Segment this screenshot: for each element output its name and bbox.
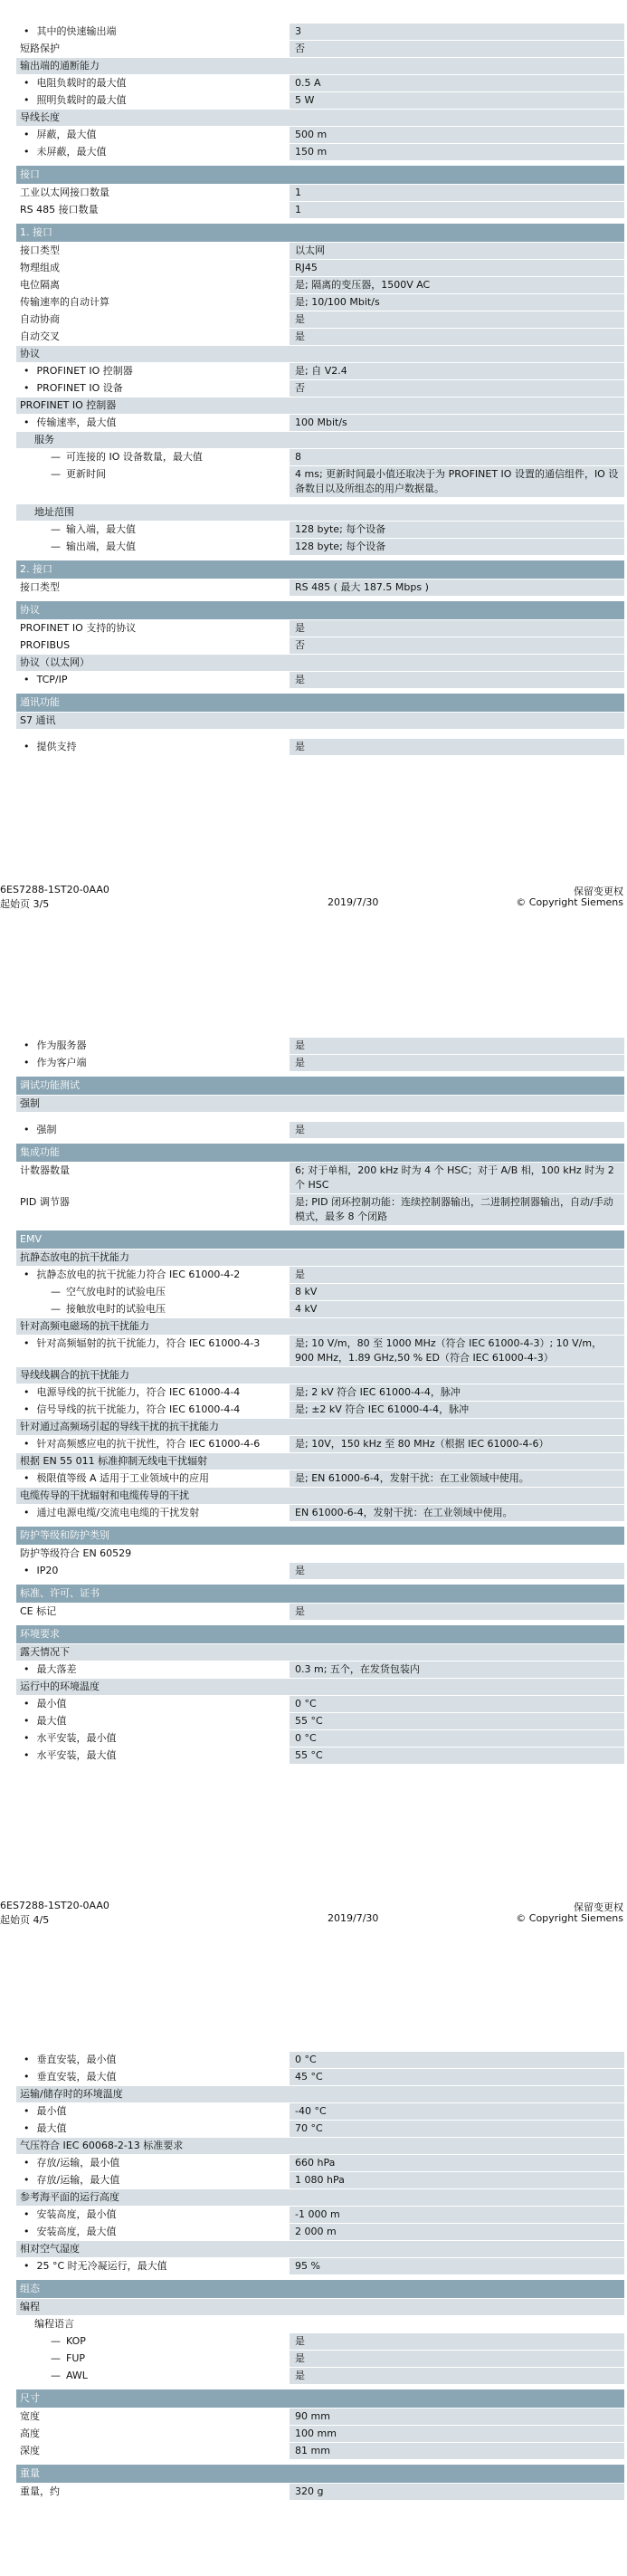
spec-row [16,2103,624,2120]
spec-key: — 可连接的 IO 设备数量，最大值 [16,449,288,465]
spec-value: 是; 自 V2.4 [290,363,624,379]
spec-value [290,1546,624,1562]
spec-key: — 更新时间 [16,466,288,497]
spec-row [16,1122,624,1138]
spec-value: 500 m [290,127,624,143]
spec-page-3 [0,2052,624,2501]
section-header: 协议 [16,601,624,619]
spec-key: • 未屏蔽，最大值 [16,144,288,160]
spec-key: • 照明负载时的最大值 [16,92,288,109]
subsection-header: 根据 EN 55 011 标准抑制无线电干扰辐射 [16,1453,624,1470]
section-header: 通讯功能 [16,694,624,712]
spec-key: • 最大落差 [16,1661,288,1678]
spec-key: • 水平安装，最小值 [16,1730,288,1747]
spec-key: • 最大值 [16,2121,288,2137]
spec-key: • 垂直安装，最小值 [16,2052,288,2068]
spec-row [16,2484,624,2500]
spec-value: 90 mm [290,2408,624,2425]
spec-value: 128 byte; 每个设备 [290,522,624,538]
section-header: 组态 [16,2280,624,2298]
spec-value: 是 [290,1055,624,1071]
spec-row [16,415,624,431]
spec-key: • TCP/IP [16,672,288,688]
spec-row [16,1505,624,1521]
spec-row [16,24,624,40]
subsection-header: 地址范围 [16,504,624,521]
spec-value: 是; 10V，150 kHz 至 80 MHz（根据 IEC 61000-4-6） [290,1436,624,1452]
spec-row [16,522,624,538]
spec-key: • 针对高频辐射的抗干扰能力，符合 IEC 61000-4-3 [16,1336,288,1366]
spec-row [16,1436,624,1452]
spec-value: -1 000 m [290,2207,624,2223]
spec-row [16,2121,624,2137]
section-header: 1. 接口 [16,224,624,242]
spec-value: 以太网 [290,243,624,259]
spec-key: 高度 [20,2428,40,2439]
spec-key: — FUP [16,2351,288,2367]
spec-key: RS 485 接口数量 [20,204,99,215]
spec-value: RS 485 ( 最大 187.5 Mbps ) [290,579,624,596]
spec-page-1 [0,0,624,755]
spec-value: 是 [290,1038,624,1054]
subsection-header: 协议 [16,346,624,362]
spec-row [16,1748,624,1764]
spec-key: 重量，约 [20,2485,60,2497]
section-header: 集成功能 [16,1144,624,1162]
spec-key: 工业以太网接口数量 [20,187,109,198]
spec-value: 是; 隔离的变压器，1500V AC [290,277,624,293]
spec-row [16,294,624,311]
spec-value: 是 [290,672,624,688]
spec-key: • 针对高频感应电的抗干扰性，符合 IEC 61000-4-6 [16,1436,288,1452]
spec-value: 128 byte; 每个设备 [290,539,624,555]
spec-key: • IP20 [16,1563,288,1579]
page-number: 起始页 4/5 [0,1914,50,1926]
spec-key: CE 标记 [20,1605,57,1617]
spec-key: • 传输速率，最大值 [16,415,288,431]
spec-key: PID 调节器 [20,1196,70,1208]
spec-key: 自动协商 [20,313,60,325]
spec-row [16,2172,624,2188]
spec-row [16,1696,624,1712]
spec-value: 70 °C [290,2121,624,2137]
spec-key: 计数器数量 [20,1164,70,1176]
spec-key: — AWL [16,2368,288,2384]
spec-value: 1 080 hPa [290,2172,624,2188]
spec-value: 是; 2 kV 符合 IEC 61000-4-4，脉冲 [290,1384,624,1401]
subsection-header: 运输/储存时的环境温度 [16,2086,624,2102]
spec-value: 是 [290,2368,624,2384]
subsection-header: 编程 [16,2299,624,2315]
spec-row [16,1336,624,1366]
spec-value: 150 m [290,144,624,160]
spec-key: • 存放/运输，最大值 [16,2172,288,2188]
spec-row [16,449,624,465]
spec-value: 是 [290,2351,624,2367]
spec-row [16,1604,624,1620]
spec-value: 100 Mbit/s [290,415,624,431]
spec-value: 55 °C [290,1713,624,1729]
spec-key: • 极限值等级 A 适用于工业领域中的应用 [16,1470,288,1487]
spec-key: 深度 [20,2445,40,2456]
subsection-header: 针对高频电磁场的抗干扰能力 [16,1318,624,1335]
spec-value: 是 [290,620,624,637]
spec-value: 是; ±2 kV 符合 IEC 61000-4-4，脉冲 [290,1402,624,1418]
spec-value: 0 °C [290,1730,624,1747]
spec-value: 是 [290,2333,624,2350]
copyright: © Copyright Siemens [516,1912,623,1924]
subsection-header: 输出端的通断能力 [16,58,624,74]
spec-row [16,466,624,497]
subsection-header: 露天情况下 [16,1644,624,1661]
spec-value: 100 mm [290,2426,624,2442]
spec-value: 否 [290,380,624,397]
spec-value: 8 kV [290,1284,624,1300]
section-header: 防护等级和防护类别 [16,1527,624,1545]
spec-row [16,2207,624,2223]
spec-value: EN 61000-6-4，发射干扰：在工业领域中使用。 [290,1505,624,1521]
spec-value: 0.3 m; 五个，在发货包装内 [290,1661,624,1678]
footer-date: 2019/7/30 [328,1912,379,1924]
spec-row [16,243,624,259]
spec-value: 3 [290,24,624,40]
spec-row [16,579,624,596]
spec-value: 660 hPa [290,2155,624,2171]
spec-value: 是; 10/100 Mbit/s [290,294,624,311]
spec-value: 4 ms; 更新时间最小值还取决于为 PROFINET IO 设置的通信组件，IO 设备数目以及所组态的用户数据量。 [290,466,624,497]
spec-row [16,92,624,109]
subsection-header: 导线长度 [16,110,624,126]
spec-row [16,2069,624,2085]
spec-row [16,1384,624,1401]
section-header: 调试功能测试 [16,1077,624,1095]
spec-row [16,1038,624,1054]
spec-row [16,2224,624,2240]
spec-key: — KOP [16,2333,288,2350]
order-number: 6ES7288-1ST20-0AA0 [0,884,109,895]
spec-value: 是 [290,1267,624,1283]
spec-value: 5 W [290,92,624,109]
spec-row [16,2052,624,2068]
spec-row [16,620,624,637]
subsection-header: S7 通讯 [16,713,624,729]
footer-date: 2019/7/30 [328,896,379,908]
spec-key: • PROFINET IO 控制器 [16,363,288,379]
subsection-header: 服务 [16,432,624,448]
spec-key: 防护等级符合 EN 60529 [20,1547,132,1559]
spec-value: 是; PID 闭环控制功能：连续控制器输出，二进制控制器输出，自动/手动模式，最多 8 个闭路 [290,1194,624,1225]
spec-row [16,127,624,143]
subsection-header: 导线线耦合的抗干扰能力 [16,1367,624,1384]
spec-key: • 25 °C 时无冷凝运行，最大值 [16,2258,288,2274]
spec-key: PROFIBUS [20,639,71,651]
spec-key: PROFINET IO 支持的协议 [20,622,137,634]
spec-key: 宽度 [20,2410,40,2422]
spec-key: • 最小值 [16,1696,288,1712]
spec-value: 4 kV [290,1301,624,1317]
spec-key: — 输出端，最大值 [16,539,288,555]
spec-value: 是 [290,311,624,328]
spec-row [16,185,624,201]
spec-row [16,2351,624,2367]
spec-row [16,637,624,654]
section-header: 尺寸 [16,2389,624,2408]
spec-key: 电位隔离 [20,279,60,291]
spec-row [16,75,624,91]
subsection-header: 针对通过高频场引起的导线干扰的抗干扰能力 [16,1419,624,1435]
spec-key: • 提供支持 [16,739,288,755]
spec-value: 81 mm [290,2443,624,2459]
subsection-header: 相对空气湿度 [16,2241,624,2257]
spec-value: 是 [290,329,624,345]
section-header: 重量 [16,2465,624,2483]
spec-value: 是; 10 V/m，80 至 1000 MHz（符合 IEC 61000-4-3）; 10 V/m，900 MHz，1.89 GHz,50 % ED（符合 IEC 61000-4-3） [290,1336,624,1366]
spec-value: 是 [290,1563,624,1579]
section-header: EMV [16,1231,624,1249]
spec-value: 否 [290,41,624,57]
spec-value: 1 [290,202,624,218]
spec-key: 自动交叉 [20,330,60,342]
spec-key: • 电源导线的抗干扰能力，符合 IEC 61000-4-4 [16,1384,288,1401]
spec-value: 45 °C [290,2069,624,2085]
spec-row [16,1402,624,1418]
spec-value: -40 °C [290,2103,624,2120]
spec-row [16,202,624,218]
spec-row [16,1713,624,1729]
spec-value: 是 [290,1604,624,1620]
subsection-header: 协议（以太网） [16,655,624,671]
spec-row [16,739,624,755]
spec-row [16,41,624,57]
spec-row [16,1546,624,1562]
spec-row [16,1730,624,1747]
subsection-header: 编程语言 [16,2316,624,2332]
spec-key: • PROFINET IO 设备 [16,380,288,397]
spec-value: 320 g [290,2484,624,2500]
spec-row [16,1284,624,1300]
spec-value: 1 [290,185,624,201]
section-header: 标准、许可、证书 [16,1585,624,1603]
spec-row [16,2443,624,2459]
spec-row [16,144,624,160]
spec-key: • 屏蔽，最大值 [16,127,288,143]
page-number: 起始页 3/5 [0,898,50,910]
spec-key: • 最大值 [16,1713,288,1729]
spec-value: 55 °C [290,1748,624,1764]
spec-key: 传输速率的自动计算 [20,296,109,308]
subsection-header: 运行中的环境温度 [16,1679,624,1695]
spec-value: 否 [290,637,624,654]
section-header: 环境要求 [16,1625,624,1643]
spec-key: • 垂直安装，最大值 [16,2069,288,2085]
spec-key: • 抗静态放电的抗干扰能力符合 IEC 61000-4-2 [16,1267,288,1283]
spec-value: 95 % [290,2258,624,2274]
spec-row [16,260,624,276]
spec-row [16,311,624,328]
spec-key: — 空气放电时的试验电压 [16,1284,288,1300]
spec-key: 物理组成 [20,262,60,273]
spec-value: 2 000 m [290,2224,624,2240]
spec-row [16,2258,624,2274]
section-header: 2. 接口 [16,560,624,579]
spec-row [16,329,624,345]
spec-value: 是 [290,1122,624,1138]
spec-row [16,2155,624,2171]
spec-value: 是; EN 61000-6-4，发射干扰：在工业领域中使用。 [290,1470,624,1487]
spec-row [16,2333,624,2350]
spec-value: RJ45 [290,260,624,276]
spec-value: 0.5 A [290,75,624,91]
spec-row [16,1163,624,1193]
spec-value: 0 °C [290,2052,624,2068]
subsection-header: 气压符合 IEC 60068-2-13 标准要求 [16,2138,624,2154]
spec-row [16,1563,624,1579]
spec-key: • 电阻负载时的最大值 [16,75,288,91]
spec-key: • 存放/运输，最小值 [16,2155,288,2171]
subsection-header: PROFINET IO 控制器 [16,397,624,414]
spec-row [16,1194,624,1225]
spec-key: 短路保护 [20,43,60,54]
spec-row [16,1470,624,1487]
spec-key: • 通过电源电缆/交流电电缆的干扰发射 [16,1505,288,1521]
spec-page-2 [0,1038,624,1765]
spec-key: • 其中的快速输出端 [16,24,288,40]
spec-row [16,672,624,688]
spec-row [16,363,624,379]
spec-row [16,2408,624,2425]
subsection-header: 抗静态放电的抗干扰能力 [16,1250,624,1266]
spec-row [16,277,624,293]
spec-key: — 接触放电时的试验电压 [16,1301,288,1317]
spec-value: 8 [290,449,624,465]
spec-key: • 最小值 [16,2103,288,2120]
spec-key: • 作为客户端 [16,1055,288,1071]
subsection-header: 电缆传导的干扰辐射和电缆传导的干扰 [16,1488,624,1504]
spec-key: • 信号导线的抗干扰能力，符合 IEC 61000-4-4 [16,1402,288,1418]
spec-row [16,1267,624,1283]
spec-row [16,380,624,397]
spec-value: 0 °C [290,1696,624,1712]
section-header: 接口 [16,166,624,184]
subsection-header: 强制 [16,1096,624,1112]
rights-note: 保留变更权 [574,886,623,897]
spec-key: — 输入端，最大值 [16,522,288,538]
rights-note: 保留变更权 [574,1901,623,1913]
spec-key: • 水平安装，最大值 [16,1748,288,1764]
spec-value: 是 [290,739,624,755]
spec-row [16,539,624,555]
spec-row [16,1661,624,1678]
order-number: 6ES7288-1ST20-0AA0 [0,1900,109,1911]
spec-key: • 安装高度，最小值 [16,2207,288,2223]
spec-key: • 作为服务器 [16,1038,288,1054]
spec-key: • 强制 [16,1122,288,1138]
spec-row [16,2426,624,2442]
spec-key: 接口类型 [20,244,60,256]
spec-row [16,1055,624,1071]
spec-row [16,2368,624,2384]
spec-value: 6; 对于单相，200 kHz 时为 4 个 HSC；对于 A/B 相，100 kHz 时为 2 个 HSC [290,1163,624,1193]
spec-key: 接口类型 [20,581,60,593]
copyright: © Copyright Siemens [516,896,623,908]
spec-key: • 安装高度，最大值 [16,2224,288,2240]
subsection-header: 参考海平面的运行高度 [16,2189,624,2206]
spec-row [16,1301,624,1317]
